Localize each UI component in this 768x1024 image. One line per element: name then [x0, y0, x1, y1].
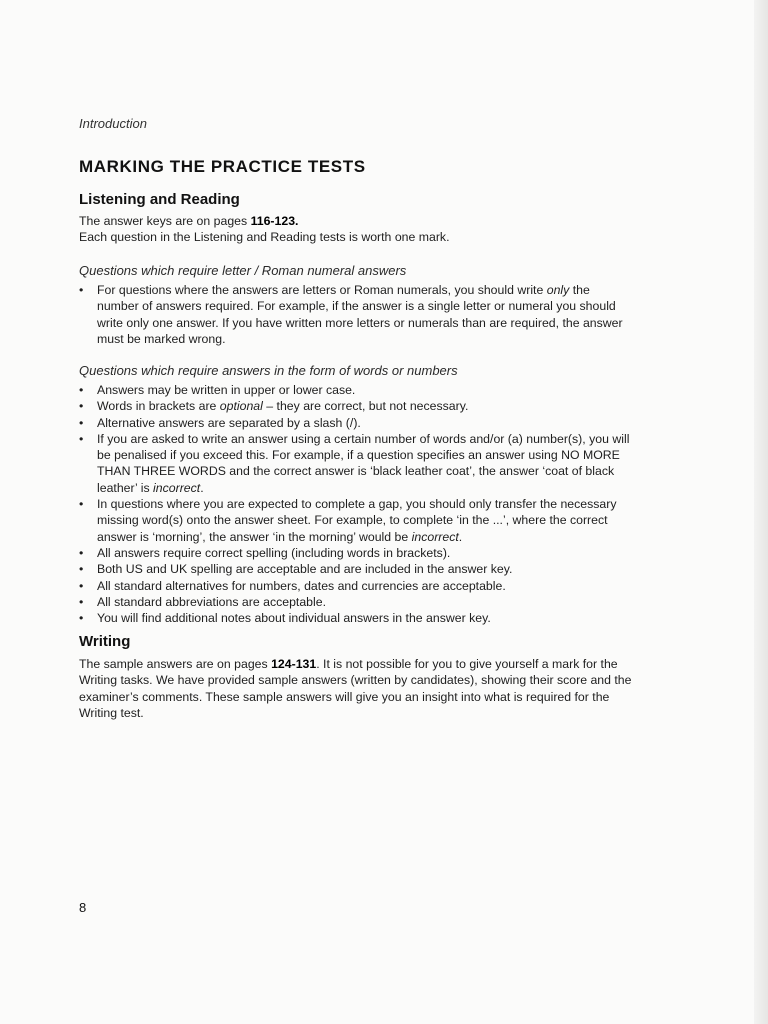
page-number: 8: [79, 900, 87, 915]
heading-writing: Writing: [79, 633, 131, 650]
word-answers-list: [79, 382, 631, 626]
answer-keys-line: The answer keys are on pages 116-123.: [79, 214, 299, 228]
subheading-word-answers: Questions which require answers in the form of words or numbers: [79, 363, 458, 378]
list-item: • Alternative answers are separated by a slash (/).: [79, 415, 361, 430]
page-title: MARKING THE PRACTICE TESTS: [79, 157, 366, 176]
list-item: • Words in brackets are optional – they are correct, but not necessary.: [79, 399, 469, 414]
list-item: • For questions where the answers are letters or Roman numerals, you should write only the number of answers required. For example, if the answer is a single letter or numeral you should write only one answer. If you have written more letters or numerals than are required, the answer must be marked wrong.: [79, 283, 623, 346]
list-item: • You will find additional notes about individual answers in the answer key.: [79, 611, 491, 626]
running-head: Introduction: [79, 116, 147, 131]
list-item: • All standard alternatives for numbers, dates and currencies are acceptable.: [79, 578, 506, 593]
writing-pages: 124-131: [271, 657, 317, 671]
subheading-letter-answers: Questions which require letter / Roman numeral answers: [79, 263, 407, 278]
listening-reading-text: [79, 213, 649, 246]
letter-answers-list: [79, 282, 631, 347]
list-item: • If you are asked to write an answer using a certain number of words and/or (a) number(s), you will be penalised if you exceed this. For example, if a question specifies an answer using NO MORE THAN THREE WORDS and the correct answer is ‘black leather coat’, the answer ‘coat of black leather’ is incorrect.: [79, 431, 630, 495]
list-item: • All answers require correct spelling (including words in brackets).: [79, 545, 451, 560]
list-item: • In questions where you are expected to complete a gap, you should only transfer the necessary missing word(s) onto the answer sheet. For example, to complete ‘in the ...’, where the correct answer is ‘morning’, the answer ‘in the morning’ would be incorrect.: [79, 497, 617, 544]
heading-listening-reading: Listening and Reading: [79, 191, 240, 208]
answer-keys-pages: 116-123.: [250, 214, 299, 228]
list-item: • Answers may be written in upper or lower case.: [79, 383, 356, 397]
writing-paragraph: The sample answers are on pages 124-131. It is not possible for you to give yourself a mark for the Writing tasks. We have provided sample answers (written by candidates), showing their score and the examiner’s comments. These sample answers will give you an insight into what is required for the Writing test.: [79, 657, 632, 720]
page-edge-shadow: [754, 0, 768, 1024]
list-item: • Both US and UK spelling are acceptable and are included in the answer key.: [79, 562, 513, 577]
list-item: • All standard abbreviations are acceptable.: [79, 594, 326, 609]
one-mark-line: Each question in the Listening and Reading tests is worth one mark.: [79, 230, 450, 245]
